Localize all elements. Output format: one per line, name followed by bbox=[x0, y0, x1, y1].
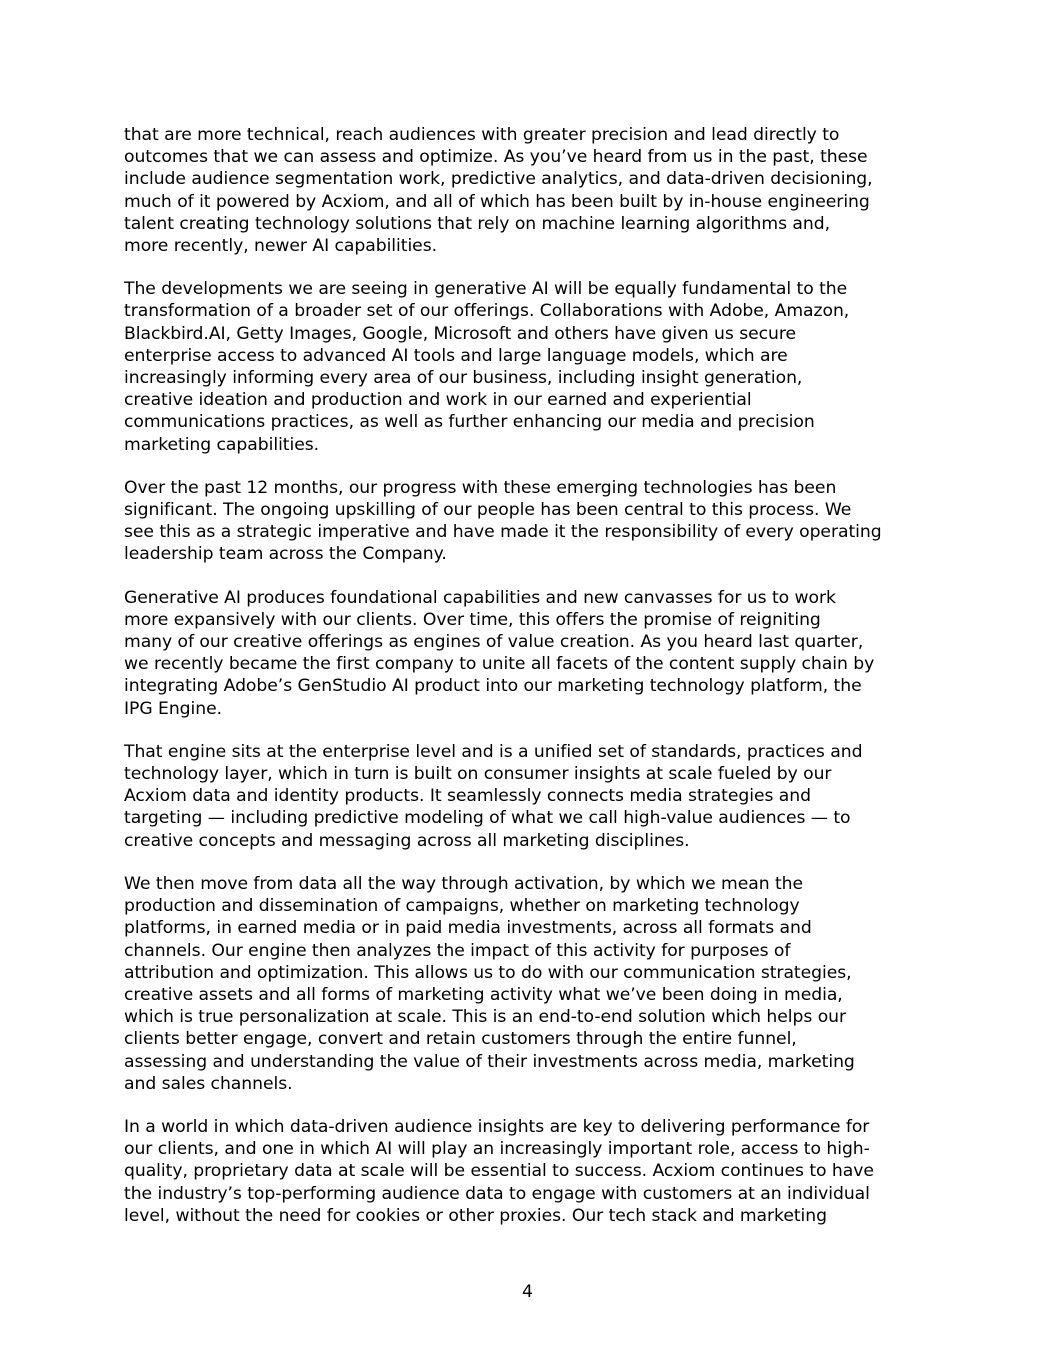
text-line: creative concepts and messaging across all marketing disciplines. bbox=[124, 830, 690, 851]
text-line: attribution and optimization. This allows us to do with our communication strategies, bbox=[124, 962, 852, 983]
text-line: more recently, newer AI capabilities. bbox=[124, 236, 438, 257]
text-line: In a world in which data-driven audience insights are key to delivering performance for bbox=[124, 1116, 870, 1137]
text-line: integrating Adobe’s GenStudio AI product into our marketing technology platform, the bbox=[124, 676, 862, 697]
text-line: level, without the need for cookies or other proxies. Our tech stack and marketing bbox=[124, 1205, 827, 1226]
page-number: 4 bbox=[522, 1282, 533, 1302]
text-line: production and dissemination of campaigns, whether on marketing technology bbox=[124, 896, 800, 917]
text-line: much of it powered by Acxiom, and all of which has been built by in-house engineering bbox=[124, 191, 870, 212]
paragraph bbox=[124, 1116, 936, 1227]
paragraph bbox=[124, 873, 936, 1095]
text-line: marketing capabilities. bbox=[124, 434, 320, 455]
text-line: communications practices, as well as further enhancing our media and precision bbox=[124, 412, 815, 433]
text-line: assessing and understanding the value of their investments across media, marketing bbox=[124, 1051, 855, 1072]
text-line: increasingly informing every area of our business, including insight generation, bbox=[124, 368, 803, 389]
text-line: enterprise access to advanced AI tools and large language models, which are bbox=[124, 345, 788, 366]
text-line: more expansively with our clients. Over time, this offers the promise of reigniting bbox=[124, 609, 821, 630]
text-line: creative ideation and production and work in our earned and experiential bbox=[124, 390, 752, 411]
text-line: quality, proprietary data at scale will be essential to success. Acxiom continues to have bbox=[124, 1161, 874, 1182]
paragraph bbox=[124, 741, 936, 852]
text-line: clients better engage, convert and retain customers through the entire funnel, bbox=[124, 1029, 797, 1050]
text-line: channels. Our engine then analyzes the impact of this activity for purposes of bbox=[124, 940, 791, 961]
text-line: Acxiom data and identity products. It seamlessly connects media strategies and bbox=[124, 786, 811, 807]
body-text bbox=[124, 124, 936, 1248]
paragraph bbox=[124, 278, 936, 456]
paragraph bbox=[124, 587, 936, 720]
text-line: leadership team across the Company. bbox=[124, 544, 447, 565]
paragraph bbox=[124, 124, 936, 257]
text-line: Generative AI produces foundational capabilities and new canvasses for us to work bbox=[124, 587, 836, 608]
text-line: targeting — including predictive modeling of what we call high-value audiences — to bbox=[124, 808, 851, 829]
text-line: outcomes that we can assess and optimize. As you’ve heard from us in the past, these bbox=[124, 147, 868, 168]
text-line: IPG Engine. bbox=[124, 698, 223, 719]
text-line: creative assets and all forms of marketing activity what we’ve been doing in media, bbox=[124, 984, 843, 1005]
text-line: see this as a strategic imperative and have made it the responsibility of every operating bbox=[124, 522, 882, 543]
text-line: and sales channels. bbox=[124, 1073, 293, 1094]
text-line: significant. The ongoing upskilling of our people has been central to this process. We bbox=[124, 500, 852, 521]
text-line: that are more technical, reach audiences with greater precision and lead directly to bbox=[124, 125, 840, 145]
text-line: The developments we are seeing in generative AI will be equally fundamental to the bbox=[124, 279, 848, 300]
text-line: Blackbird.AI, Getty Images, Google, Microsoft and others have given us secure bbox=[124, 323, 797, 344]
text-line: we recently became the first company to unite all facets of the content supply chain by bbox=[124, 654, 875, 675]
text-line: talent creating technology solutions that rely on machine learning algorithms and, bbox=[124, 213, 831, 234]
text-line: the industry’s top-performing audience data to engage with customers at an individual bbox=[124, 1183, 870, 1204]
text-line: Over the past 12 months, our progress with these emerging technologies has been bbox=[124, 477, 837, 498]
text-line: transformation of a broader set of our offerings. Collaborations with Adobe, Amazon, bbox=[124, 301, 850, 322]
text-line: our clients, and one in which AI will play an increasingly important role, access to high- bbox=[124, 1139, 870, 1160]
text-line: We then move from data all the way through activation, by which we mean the bbox=[124, 873, 804, 894]
text-line: platforms, in earned media or in paid media investments, across all formats and bbox=[124, 918, 812, 939]
paragraph bbox=[124, 477, 936, 566]
text-line: which is true personalization at scale. This is an end-to-end solution which helps our bbox=[124, 1007, 847, 1028]
text-line: many of our creative offerings as engines of value creation. As you heard last quarter, bbox=[124, 632, 864, 653]
text-line: include audience segmentation work, predictive analytics, and data-driven decisioning, bbox=[124, 169, 873, 190]
text-line: technology layer, which in turn is built on consumer insights at scale fueled by our bbox=[124, 764, 832, 785]
text-line: That engine sits at the enterprise level and is a unified set of standards, practices and bbox=[124, 741, 863, 762]
